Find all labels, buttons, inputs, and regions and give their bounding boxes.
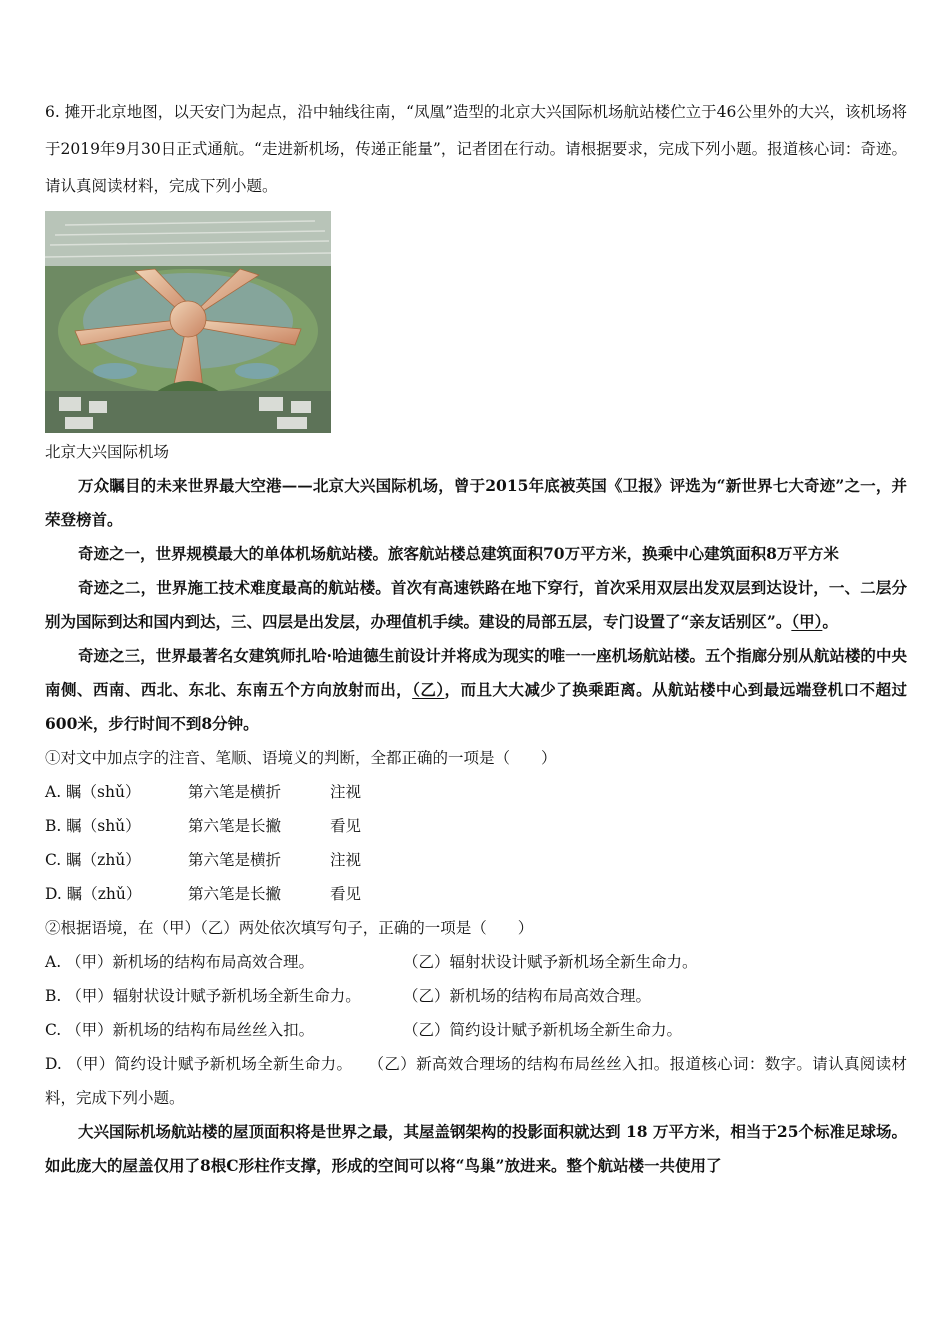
question-2-option-c[interactable]: [45, 1013, 907, 1047]
question-2-option-d[interactable]: D. （甲）简约设计赋予新机场全新生命力。 （乙）新高效合理场的结构布局丝丝入扣。报道核心词：数字。请认真阅读材料，完成下列小题。: [45, 1055, 907, 1107]
question-2-option-b[interactable]: [45, 979, 907, 1013]
paragraph-3-text: 奇迹之二，世界施工技术难度最高的航站楼。首次有高速铁路在地下穿行，首次采用双层出发双层到达设计，一、二层分别为国际到达和国内到达，三、四层是出发层，办理值机手续。建设的局部五层，专门设置了“亲友话别区”。: [45, 578, 907, 631]
option-meaning: 看见: [330, 885, 362, 903]
question-2-stem: ②根据语境，在（甲）（乙）两处依次填写句子，正确的一项是（ ）: [45, 919, 534, 937]
paragraph-3-end: 。: [822, 612, 838, 631]
option-stroke: 第六笔是长撇: [188, 885, 282, 903]
paragraph-5: 大兴国际机场航站楼的屋顶面积将是世界之最，其屋盖钢架构的投影面积就达到 18 万平方米，相当于25个标准足球场。如此庞大的屋盖仅用了8根C形柱作支撑，形成的空间可以将“鸟巢”放进来。整个航站楼一共使用了: [45, 1122, 907, 1175]
option-jia: A. （甲）新机场的结构布局高效合理。: [45, 953, 315, 971]
paragraph-2: 奇迹之一，世界规模最大的单体机场航站楼。旅客航站楼总建筑面积70万平方米，换乘中心建筑面积8万平方米: [78, 544, 839, 563]
question-1-stem: ①对文中加点字的注音、笔顺、语境义的判断，全都正确的一项是（ ）: [45, 749, 557, 767]
blank-jia: （甲）: [791, 612, 823, 631]
paragraph-4-end: ，而且大大减少了换乘距离。从航站楼中心到最远端登机口不超过600米，步行时间不到8分钟。: [45, 680, 907, 733]
option-stroke: 第六笔是横折: [188, 851, 282, 869]
question-intro: 6. 摊开北京地图，以天安门为起点，沿中轴线往南，“凤凰”造型的北京大兴国际机场航站楼伫立于46公里外的大兴，该机场将于2019年9月30日正式通航。“走进新机场，传递正能量”，记者团在行动。请根据要求，完成下列小题。报道核心词：奇迹。请认真阅读材料，完成下列小题。: [45, 103, 907, 195]
option-jia: B. （甲）辐射状设计赋予新机场全新生命力。: [45, 987, 361, 1005]
question-1-option-b[interactable]: [45, 809, 907, 843]
question-1-option-d[interactable]: [45, 877, 907, 911]
option-pinyin: C. 瞩（zhǔ）: [45, 851, 141, 869]
option-pinyin: B. 瞩（shǔ）: [45, 817, 141, 835]
question-1-option-a[interactable]: [45, 775, 907, 809]
option-meaning: 注视: [330, 851, 362, 869]
option-meaning: 看见: [330, 817, 362, 835]
option-stroke: 第六笔是横折: [188, 783, 282, 801]
option-stroke: 第六笔是长撇: [188, 817, 282, 835]
blank-yi: （乙）: [412, 680, 445, 699]
paragraph-4: [45, 639, 907, 741]
document-page: [45, 94, 907, 1183]
option-yi: （乙）辐射状设计赋予新机场全新生命力。: [403, 953, 698, 971]
option-pinyin: A. 瞩（shǔ）: [45, 783, 141, 801]
airport-photo: [45, 211, 331, 433]
question-1-option-c[interactable]: [45, 843, 907, 877]
option-yi: （乙）简约设计赋予新机场全新生命力。: [403, 1021, 683, 1039]
paragraph-4-text: 奇迹之三，世界最著名女建筑师扎哈·哈迪德生前设计并将成为现实的唯一一座机场航站楼。五个指廊分别从航站楼的中央南侧、西南、西北、东北、东南五个方向放射而出，: [45, 646, 907, 699]
option-jia: C. （甲）新机场的结构布局丝丝入扣。: [45, 1021, 315, 1039]
paragraph-1: 万众瞩目的未来世界最大空港——北京大兴国际机场，曾于2015年底被英国《卫报》评选为“新世界七大奇迹”之一，并荣登榜首。: [45, 476, 907, 529]
paragraph-3: [45, 571, 907, 639]
question-2-option-a[interactable]: [45, 945, 907, 979]
option-pinyin: D. 瞩（zhǔ）: [45, 885, 142, 903]
option-yi: （乙）新机场的结构布局高效合理。: [403, 987, 652, 1005]
option-meaning: 注视: [330, 783, 362, 801]
image-caption: 北京大兴国际机场: [45, 443, 170, 461]
